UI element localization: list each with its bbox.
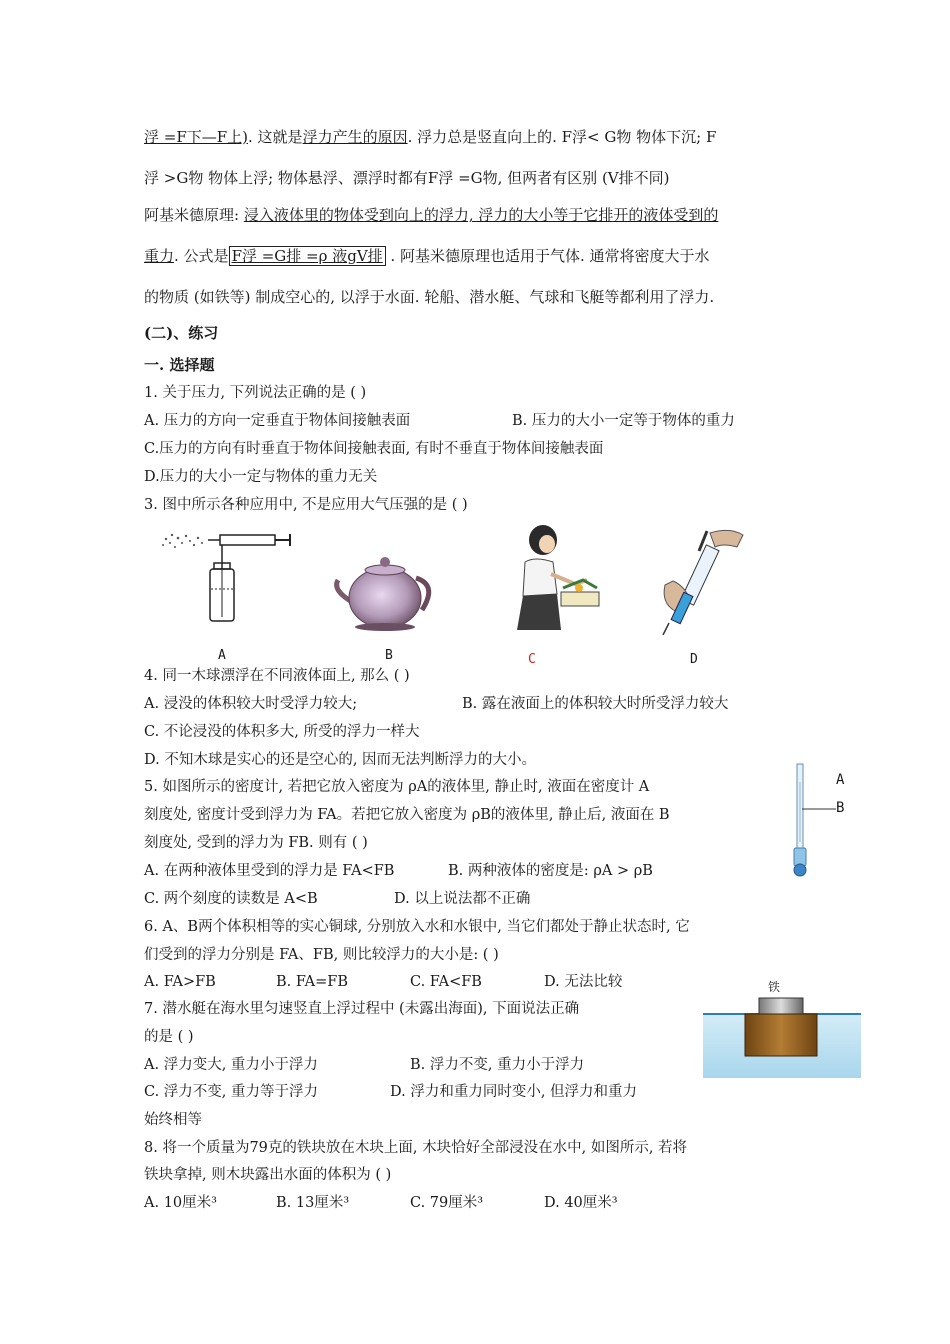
q7-option-c: C. 浮力不变, 重力等于浮力 (144, 1084, 319, 1100)
q5-option-a: A. 在两种液体里受到的浮力是 FA<FB (144, 863, 395, 879)
q3-label-d: D (690, 652, 698, 667)
archimedes-label: 阿基米德原理: (144, 206, 244, 224)
q3-label-a: A (218, 648, 226, 663)
intro-cause-underlined: 浮力产生的原因 (302, 128, 408, 146)
woman-figure (505, 522, 600, 632)
iron-wood-water-figure (703, 990, 861, 1078)
intro-line-1 (144, 127, 716, 147)
hydrometer-figure (785, 762, 815, 880)
q8-stem-line-2: 铁块拿掉, 则木块露出水面的体积为 ( ) (144, 1167, 392, 1183)
q3-stem: 3. 图中所示各种应用中, 不是应用大气压强的是 ( ) (144, 497, 468, 513)
q6-stem-line-1: 6. A、B两个体积相等的实心铜球, 分别放入水和水银中, 当它们都处于静止状态时, 它 (144, 919, 690, 935)
hydrometer-b-pointer (802, 806, 836, 812)
section-title: (二)、练习 (144, 324, 219, 342)
q4-stem: 4. 同一木球漂浮在不同液体面上, 那么 ( ) (144, 668, 410, 684)
q3-label-b: B (385, 648, 393, 663)
q6-stem-line-2: 们受到的浮力分别是 FA、FB, 则比较浮力的大小是: ( ) (144, 947, 499, 963)
q1-option-b: B. 压力的大小一定等于物体的重力 (512, 413, 735, 429)
q8-option-d: D. 40厘米³ (544, 1195, 618, 1211)
intro-line-5: 的物质 (如铁等) 制成空心的, 以浮于水面. 轮船、潜水艇、气球和飞艇等都利用了浮力. (144, 288, 715, 306)
archimedes-principle: 浸入液体里的物体受到向上的浮力, 浮力的大小等于它排开的液体受到的 (243, 206, 719, 224)
q8-option-b: B. 13厘米³ (276, 1195, 350, 1211)
q5-option-c: C. 两个刻度的读数是 A<B (144, 891, 318, 907)
q7-option-a: A. 浮力变大, 重力小于浮力 (144, 1057, 318, 1073)
q1-option-d: D.压力的大小一定与物体的重力无关 (144, 469, 378, 485)
q5-stem-line-1: 5. 如图所示的密度计, 若把它放入密度为 ρA的液体里, 静止时, 液面在密度计 A (144, 779, 650, 795)
q6-option-d: D. 无法比较 (544, 974, 623, 990)
part-title: 一. 选择题 (144, 356, 215, 374)
q7-option-d: D. 浮力和重力同时变小, 但浮力和重力 (390, 1084, 638, 1100)
syringe-figure (655, 525, 750, 635)
q3-label-c: C (528, 652, 536, 667)
q4-option-c: C. 不论浸没的体积多大, 所受的浮力一样大 (144, 724, 420, 740)
q6-option-c: C. FA<FB (410, 974, 482, 990)
q6-option-a: A. FA>FB (144, 974, 216, 990)
q1-stem: 1. 关于压力, 下列说法正确的是 ( ) (144, 385, 367, 401)
archimedes-principle-end: 重力 (144, 247, 175, 265)
q5-stem-line-2: 刻度处, 密度计受到浮力为 FA。若把它放入密度为 ρB的液体里, 静止后, 液面在 B (144, 807, 670, 823)
intro-text: . 这就是 (248, 128, 303, 146)
q4-option-d: D. 不知木球是实心的还是空心的, 因而无法判断浮力的大小。 (144, 752, 537, 768)
intro-text: . 公式是 (174, 247, 229, 265)
q7-stem-line-1: 7. 潜水艇在海水里匀速竖直上浮过程中 (未露出海面), 下面说法正确 (144, 1001, 580, 1017)
q8-stem-line-1: 8. 将一个质量为79克的铁块放在木块上面, 木块恰好全部浸没在水中, 如图所示, 若将 (144, 1140, 688, 1156)
intro-line-3 (144, 205, 718, 225)
iron-label: 铁 (768, 980, 781, 994)
intro-formula-underlined: 浮 =F下—F上) (144, 128, 249, 146)
q1-option-c: C.压力的方向有时垂直于物体间接触表面, 有时不垂直于物体间接触表面 (144, 441, 604, 457)
q5-option-d: D. 以上说法都不正确 (394, 891, 531, 907)
archimedes-formula: F浮 =G排 =ρ 液gV排 (229, 246, 386, 266)
q5-stem-line-3: 刻度处, 受到的浮力为 FB. 则有 ( ) (144, 835, 368, 851)
hydrometer-label-a: A (836, 772, 845, 788)
q6-option-b: B. FA=FB (276, 974, 349, 990)
q7-stem-line-2: 的是 ( ) (144, 1029, 194, 1045)
sprayer-figure (160, 527, 295, 627)
teapot-figure (330, 540, 440, 635)
q8-option-c: C. 79厘米³ (410, 1195, 484, 1211)
q1-option-a: A. 压力的方向一定垂直于物体间接触表面 (144, 413, 411, 429)
q8-option-a: A. 10厘米³ (144, 1195, 217, 1211)
hydrometer-label-b: B (836, 800, 845, 816)
q7-option-b: B. 浮力不变, 重力小于浮力 (410, 1057, 585, 1073)
intro-line-4 (144, 246, 710, 266)
q4-option-b: B. 露在液面上的体积较大时所受浮力较大 (462, 696, 729, 712)
intro-line-2: 浮 >G物 物体上浮; 物体悬浮、漂浮时都有F浮 =G物, 但两者有区别 (V排不同) (144, 169, 670, 187)
q4-option-a: A. 浸没的体积较大时受浮力较大; (144, 696, 358, 712)
intro-text: . 浮力总是竖直向上的. F浮< G物 物体下沉; F (407, 128, 717, 146)
q7-option-d-cont: 始终相等 (144, 1112, 202, 1128)
q5-option-b: B. 两种液体的密度是: ρA > ρB (448, 863, 653, 879)
intro-text: . 阿基米德原理也适用于气体. 通常将密度大于水 (385, 247, 710, 265)
